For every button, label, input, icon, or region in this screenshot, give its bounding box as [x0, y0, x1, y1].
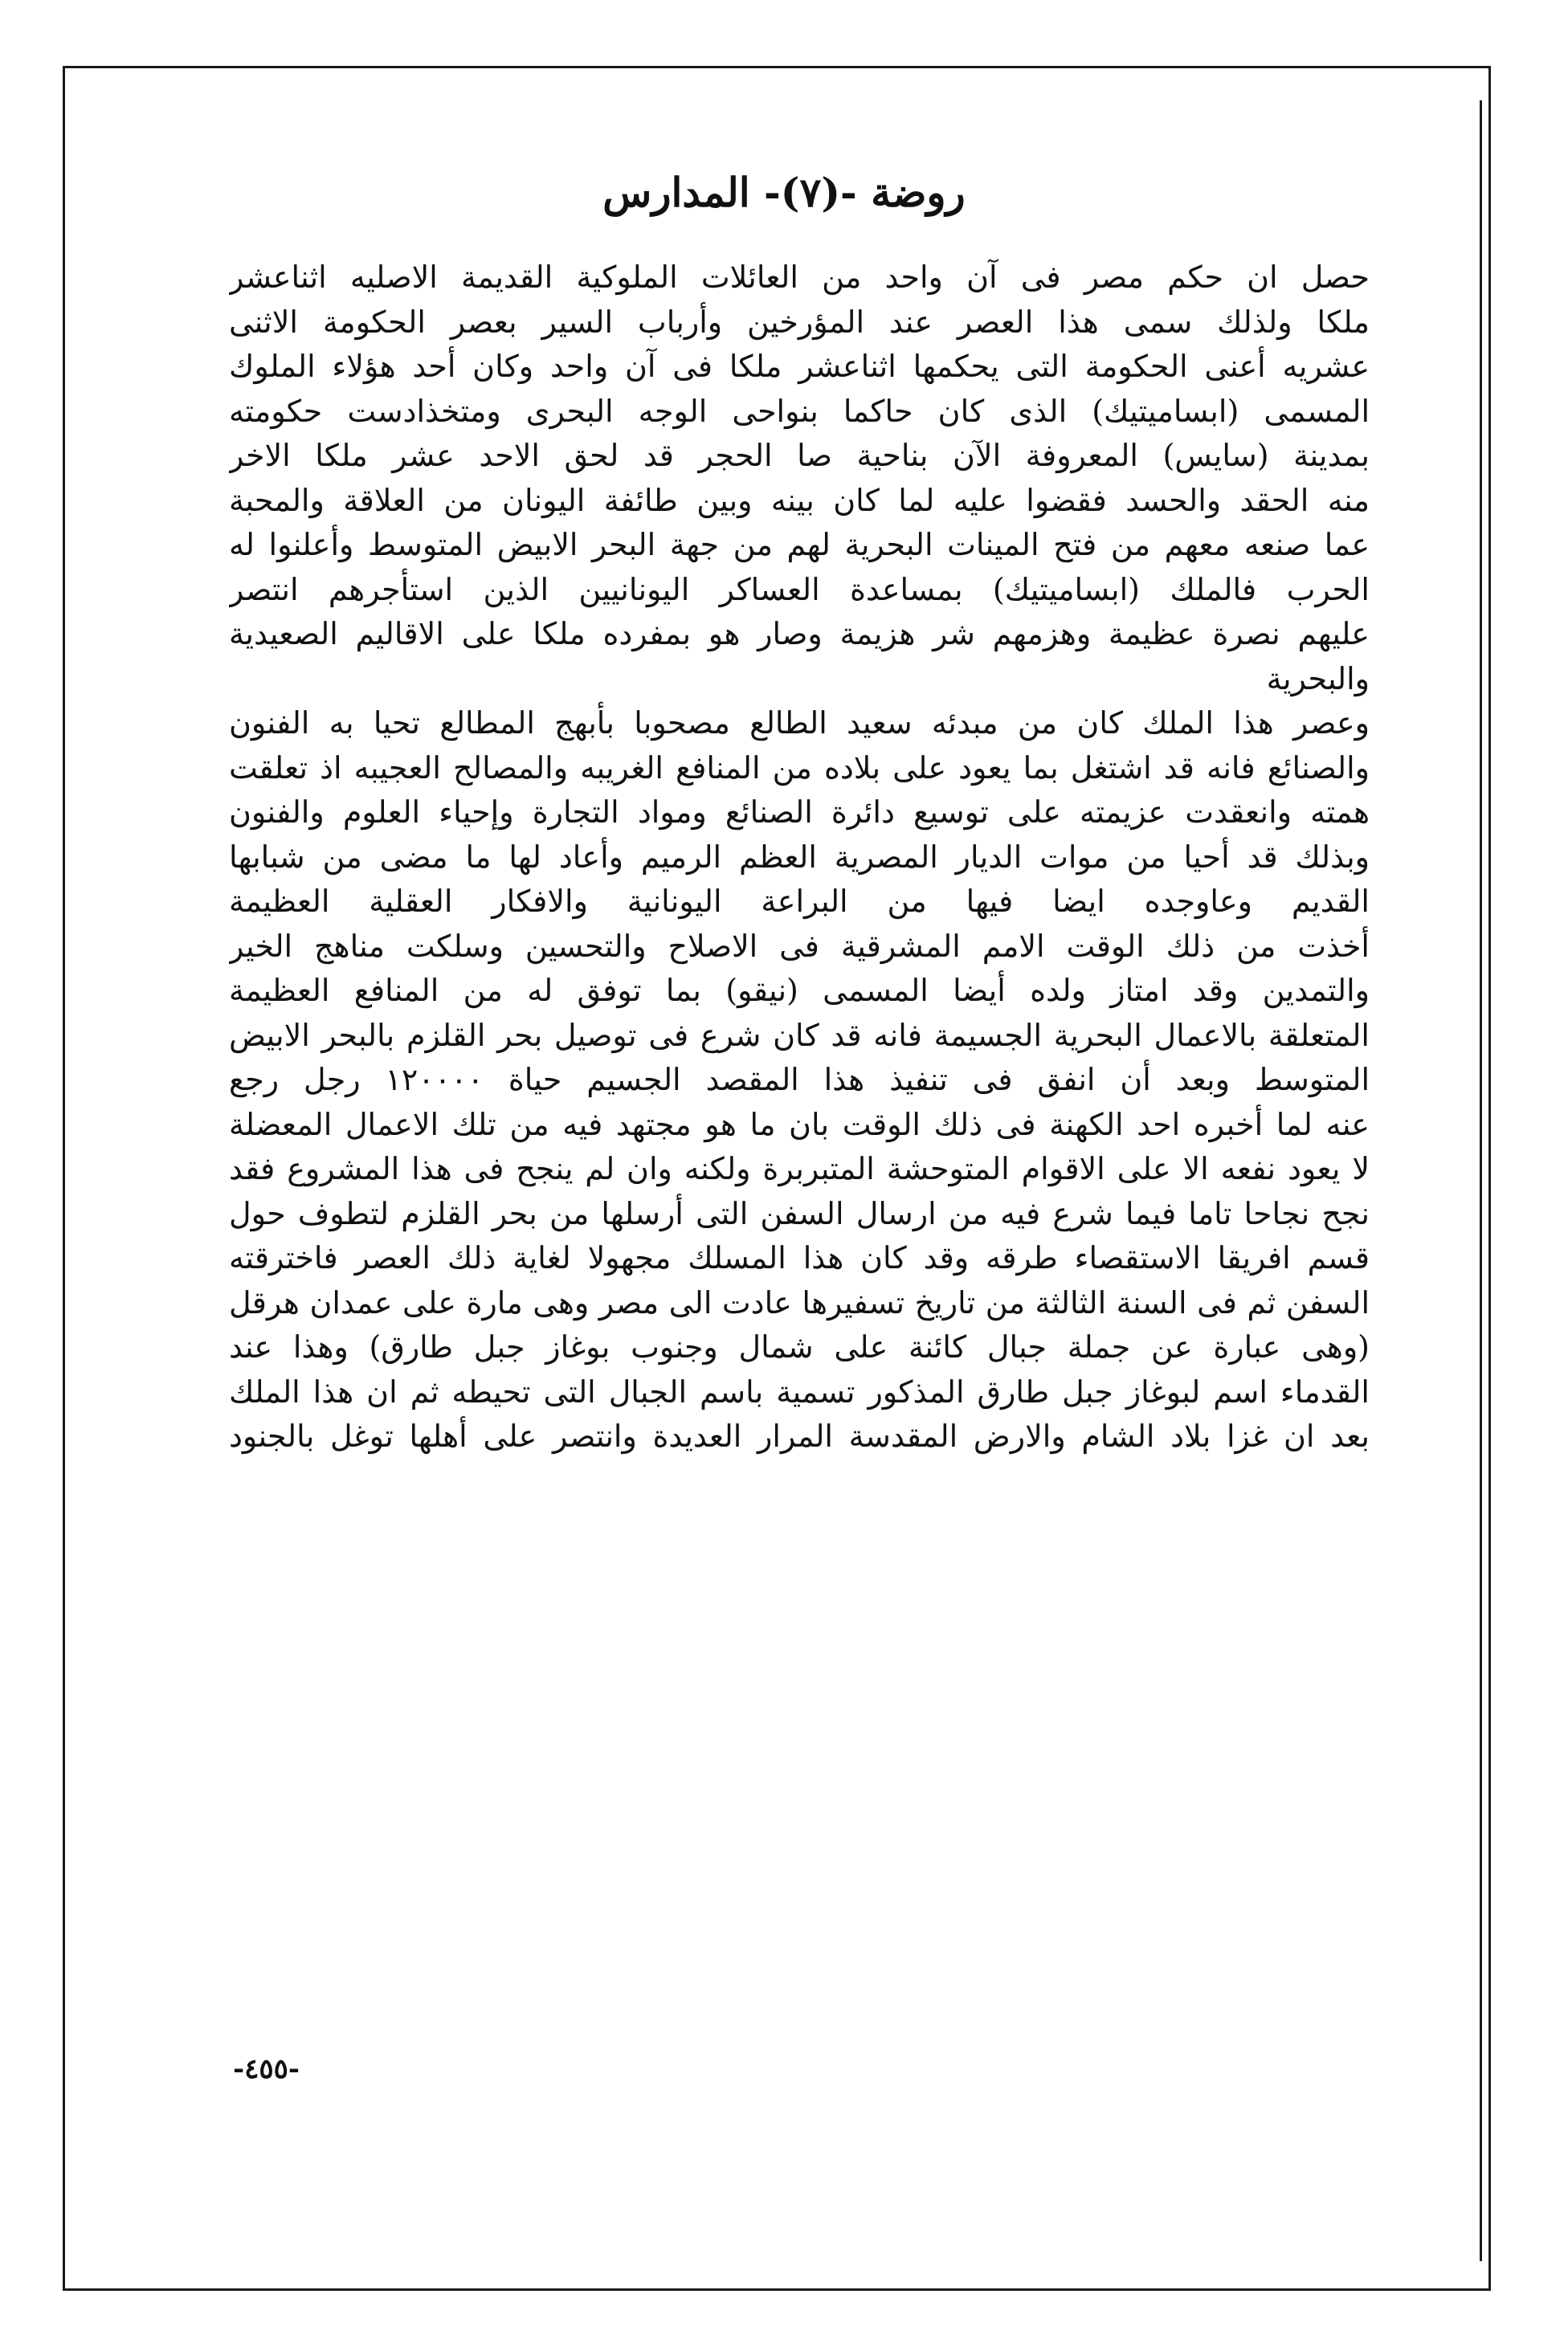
text-line: وبذلك قد أحيا من موات الديار المصرية العظم الرميم وأعاد لها ما مضى من شبابها — [229, 839, 1370, 875]
text-line: عنه لما أخبره احد الكهنة فى ذلك الوقت بان ما هو مجتهد فيه من تلك الاعمال المعضلة — [229, 1106, 1370, 1142]
text-line: بمدينة (سايس) المعروفة الآن بناحية صا الحجر قد لحق الاحد عشر ملكا الاخر — [229, 438, 1370, 473]
text-line: والصنائع فانه قد اشتغل بما يعود على بلاده من المنافع الغريبه والمصالح العجيبه اذ تعلقت — [229, 749, 1370, 786]
text-line: الحرب فالملك (ابساميتيك) بمساعدة العساكر اليونانيين الذين استأجرهم انتصر — [229, 571, 1370, 607]
text-line: منه الحقد والحسد فقضوا عليه لما كان بينه وبين طائفة اليونان من العلاقة والمحبة — [229, 482, 1370, 518]
page-header — [0, 169, 1568, 216]
text-line: ملكا ولذلك سمى هذا العصر عند المؤرخين وأرباب السير بعصر الحكومة الاثنى — [229, 304, 1370, 340]
text-line: السفن ثم فى السنة الثالثة من تاريخ تسفيرها عادت الى مصر وهى مارة على عمدان هرقل — [229, 1284, 1370, 1321]
page-number: -٤٥٥- — [233, 2053, 300, 2085]
frame-right-rule — [1480, 100, 1482, 2261]
text-line: قسم افريقا الاستقصاء طرقه وقد كان هذا المسلك مجهولا لغاية ذلك العصر فاخترقته — [229, 1240, 1370, 1276]
page-title: روضة -(٧)- المدارس — [602, 169, 966, 216]
text-line: بعد ان غزا بلاد الشام والارض المقدسة المرار العديدة وانتصر على أهلها توغل بالجنود — [229, 1419, 1370, 1454]
text-line: القدماء اسم لبوغاز جبل طارق المذكور تسمية باسم الجبال التى تحيطه ثم ان هذا الملك — [229, 1374, 1370, 1410]
text-line: القديم وعاوجده ايضا فيها من البراعة اليونانية والافكار العقلية العظيمة — [229, 884, 1370, 919]
text-line: والتمدين وقد امتاز ولده أيضا المسمى (نيقو) بما توفق له من المنافع العظيمة — [229, 973, 1370, 1008]
text-line: أخذت من ذلك الوقت الامم المشرقية فى الاصلاح والتحسين وسلكت مناهج الخير — [229, 928, 1370, 964]
text-line: عليهم نصرة عظيمة وهزمهم شر هزيمة وصار هو بمفرده ملكا على الاقاليم الصعيدية — [229, 616, 1370, 651]
text-line: المسمى (ابساميتيك) الذى كان حاكما بنواحى الوجه البحرى ومتخذادست حكومته — [229, 393, 1370, 429]
text-line: همته وانعقدت عزيمته على توسيع دائرة الصنائع ومواد التجارة وإحياء العلوم والفنون — [229, 794, 1370, 830]
text-line: المتوسط وبعد أن انفق فى تنفيذ هذا المقصد الجسيم حياة ١٢٠٠٠٠ رجل رجع — [229, 1062, 1370, 1097]
text-line: عما صنعه معهم من فتح المينات البحرية لهم من جهة البحر الابيض المتوسط وأعلنوا له — [229, 527, 1370, 562]
text-line: المتعلقة بالاعمال البحرية الجسيمة فانه قد كان شرع فى توصيل بحر القلزم بالبحر الابيض — [229, 1017, 1370, 1053]
text-line: حصل ان حكم مصر فى آن واحد من العائلات الملوكية القديمة الاصليه اثناعشر — [229, 259, 1370, 295]
text-line: عشريه أعنى الحكومة التى يحكمها اثناعشر ملكا فى آن واحد وكان أحد هؤلاء الملوك — [229, 349, 1370, 384]
text-line: والبحرية — [1266, 660, 1370, 696]
text-line: (وهى عبارة عن جملة جبال كائنة على شمال وجنوب بوغاز جبل طارق) وهذا عند — [229, 1329, 1370, 1365]
text-line: وعصر هذا الملك كان من مبدئه سعيد الطالع مصحوبا بأبهج المطالع تحيا به الفنون — [229, 705, 1370, 741]
text-line: لا يعود نفعه الا على الاقوام المتوحشة المتبربرة ولكنه وان لم ينجح فى هذا المشروع فقد — [229, 1151, 1370, 1186]
text-line: نجح نجاحا تاما فيما شرع فيه من ارسال السفن التى أرسلها من بحر القلزم لتطوف حول — [229, 1195, 1370, 1231]
body-text — [229, 255, 1370, 1459]
